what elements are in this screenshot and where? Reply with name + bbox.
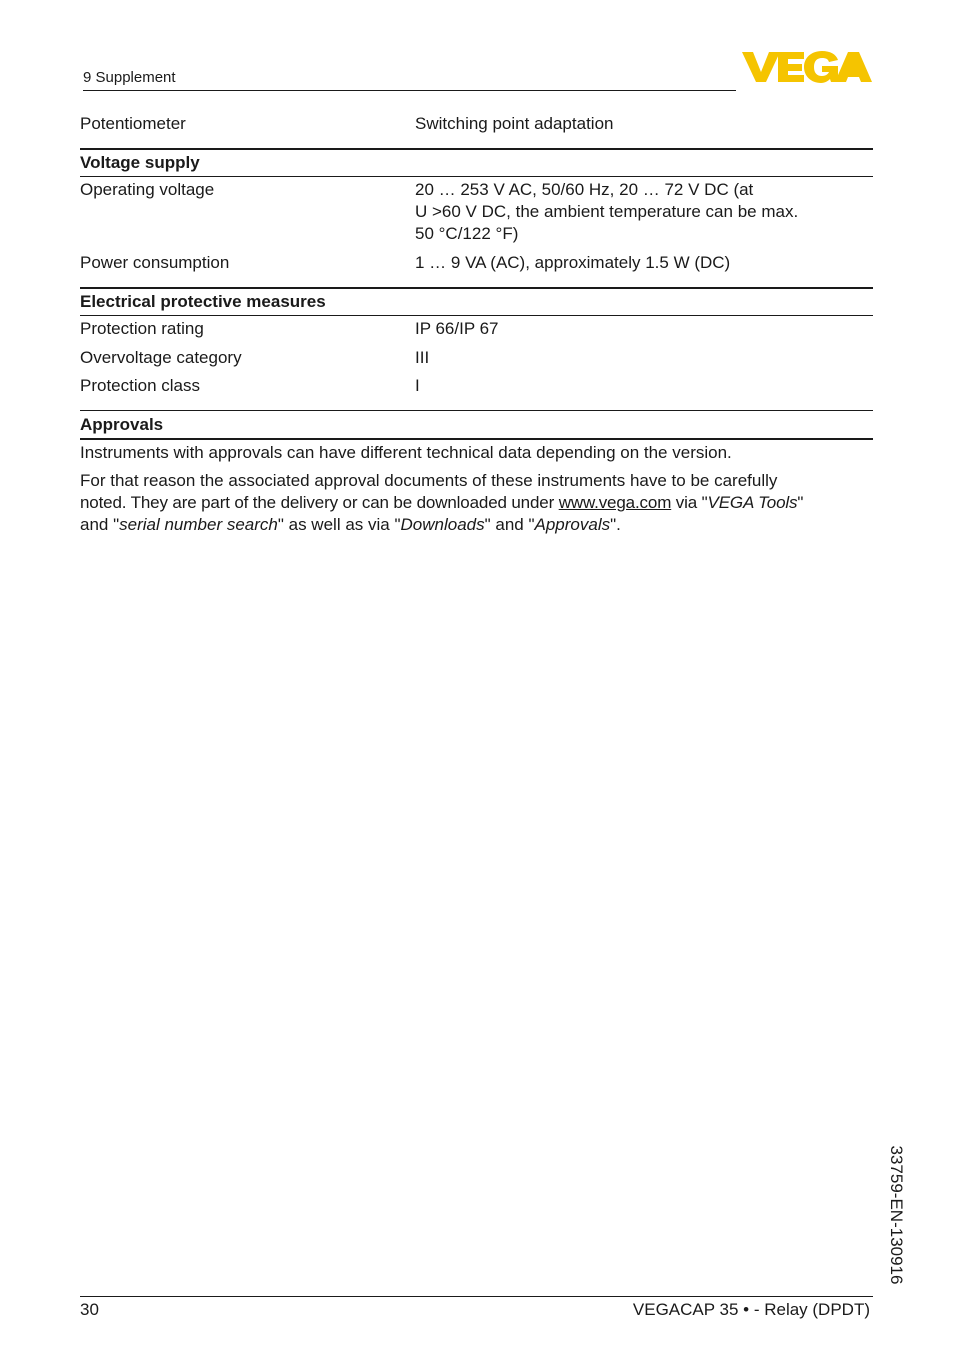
text-segment: noted. They are part of the delivery or can be downloaded under <box>80 493 559 512</box>
approvals-paragraph-2-line3 <box>80 514 621 536</box>
serial-search-term: serial number search <box>119 515 278 534</box>
section-rule-top <box>80 410 873 411</box>
protection-class-value: I <box>415 376 420 395</box>
document-id: 33759-EN-130916 <box>887 1145 906 1285</box>
operating-voltage-value-line3: 50 °C/122 °F) <box>415 224 519 243</box>
vega-logo <box>742 50 872 84</box>
protection-rating-value: IP 66/IP 67 <box>415 319 499 338</box>
text-segment: " as well as via " <box>277 515 401 534</box>
text-segment: " and " <box>484 515 535 534</box>
section-rule-top <box>80 148 873 150</box>
section-rule-top <box>80 287 873 289</box>
potentiometer-label: Potentiometer <box>80 114 186 133</box>
approvals-heading: Approvals <box>80 415 164 434</box>
operating-voltage-label: Operating voltage <box>80 180 215 199</box>
downloads-term: Downloads <box>400 515 485 534</box>
power-consumption-value: 1 … 9 VA (AC), approximately 1.5 W (DC) <box>415 253 731 272</box>
approvals-term: Approvals <box>534 515 611 534</box>
text-segment: via " <box>671 493 708 512</box>
electrical-protective-heading: Electrical protective measures <box>80 292 326 311</box>
approvals-paragraph-2-line2 <box>80 492 803 514</box>
section-rule-bottom <box>80 176 873 177</box>
text-segment: and " <box>80 515 120 534</box>
overvoltage-category-label: Overvoltage category <box>80 348 242 367</box>
text-segment: " <box>797 493 804 512</box>
power-consumption-label: Power consumption <box>80 253 230 272</box>
section-label: 9 Supplement <box>83 69 176 86</box>
protection-class-label: Protection class <box>80 376 200 395</box>
text-segment: ". <box>610 515 621 534</box>
overvoltage-category-value: III <box>415 348 430 367</box>
section-rule-bottom <box>80 315 873 316</box>
vega-website-link[interactable]: www.vega.com <box>558 493 672 512</box>
footer-rule <box>80 1296 873 1297</box>
operating-voltage-value-line2: U >60 V DC, the ambient temperature can be max. <box>415 202 799 221</box>
potentiometer-value: Switching point adaptation <box>415 114 614 133</box>
section-rule-bottom <box>80 438 873 440</box>
vega-tools-term: VEGA Tools <box>707 493 798 512</box>
header-rule <box>83 90 736 91</box>
footer-product: VEGACAP 35 • - Relay (DPDT) <box>632 1300 870 1319</box>
approvals-paragraph-2-line1: For that reason the associated approval documents of these instruments have to be carefully <box>80 471 778 490</box>
page-number: 30 <box>80 1300 99 1319</box>
protection-rating-label: Protection rating <box>80 319 204 338</box>
operating-voltage-value-line1: 20 … 253 V AC, 50/60 Hz, 20 … 72 V DC (at <box>415 180 754 199</box>
voltage-supply-heading: Voltage supply <box>80 153 200 172</box>
approvals-paragraph-1: Instruments with approvals can have different technical data depending on the version. <box>80 443 732 462</box>
